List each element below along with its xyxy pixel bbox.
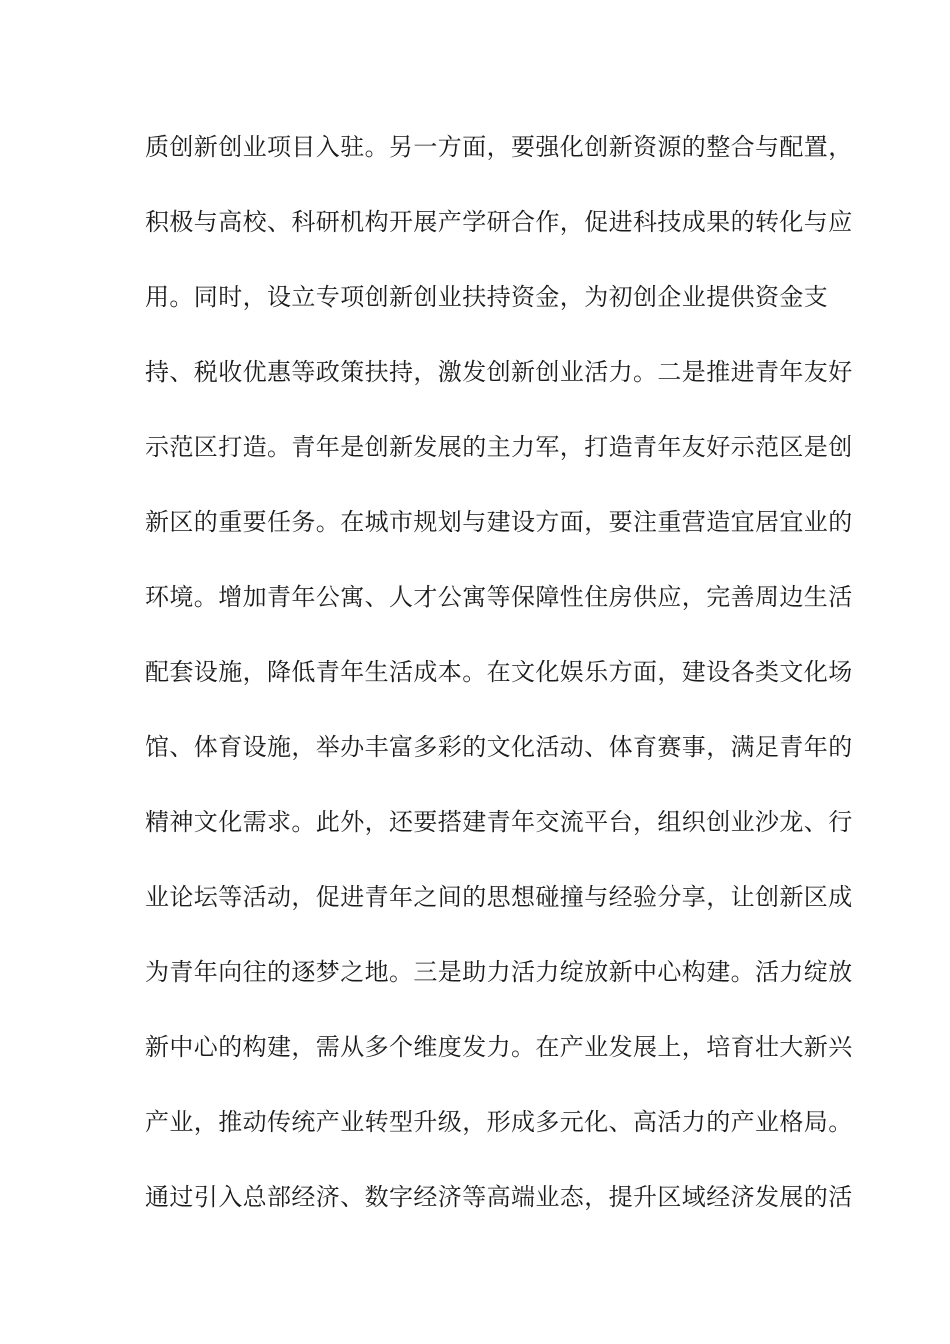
text-line: 示范区打造。青年是创新发展的主力军，打造青年友好示范区是创: [145, 433, 853, 461]
text-line: 环境。增加青年公寓、人才公寓等保障性住房供应，完善周边生活: [145, 583, 853, 611]
text-line: 积极与高校、科研机构开展产学研合作，促进科技成果的转化与应: [145, 208, 853, 236]
text-line: 持、税收优惠等政策扶持，激发创新创业活力。二是推进青年友好: [145, 358, 853, 386]
text-line: 精神文化需求。此外，还要搭建青年交流平台，组织创业沙龙、行: [145, 808, 853, 836]
text-line: 为青年向往的逐梦之地。三是助力活力绽放新中心构建。活力绽放: [145, 958, 853, 986]
text-line: 用。同时，设立专项创新创业扶持资金，为初创企业提供资金支: [145, 283, 829, 311]
text-line: 业论坛等活动，促进青年之间的思想碰撞与经验分享，让创新区成: [145, 883, 853, 911]
text-line: 通过引入总部经济、数字经济等高端业态，提升区域经济发展的活: [145, 1183, 853, 1211]
text-line: 配套设施，降低青年生活成本。在文化娱乐方面，建设各类文化场: [145, 658, 853, 686]
text-line: 新区的重要任务。在城市规划与建设方面，要注重营造宜居宜业的: [145, 508, 853, 536]
text-line: 产业，推动传统产业转型升级，形成多元化、高活力的产业格局。: [145, 1108, 853, 1136]
body-paragraph: [145, 110, 853, 1235]
text-line: 质创新创业项目入驻。另一方面，要强化创新资源的整合与配置，: [145, 133, 853, 161]
text-line: 馆、体育设施，举办丰富多彩的文化活动、体育赛事，满足青年的: [145, 733, 853, 761]
text-line: 新中心的构建，需从多个维度发力。在产业发展上，培育壮大新兴: [145, 1033, 853, 1061]
